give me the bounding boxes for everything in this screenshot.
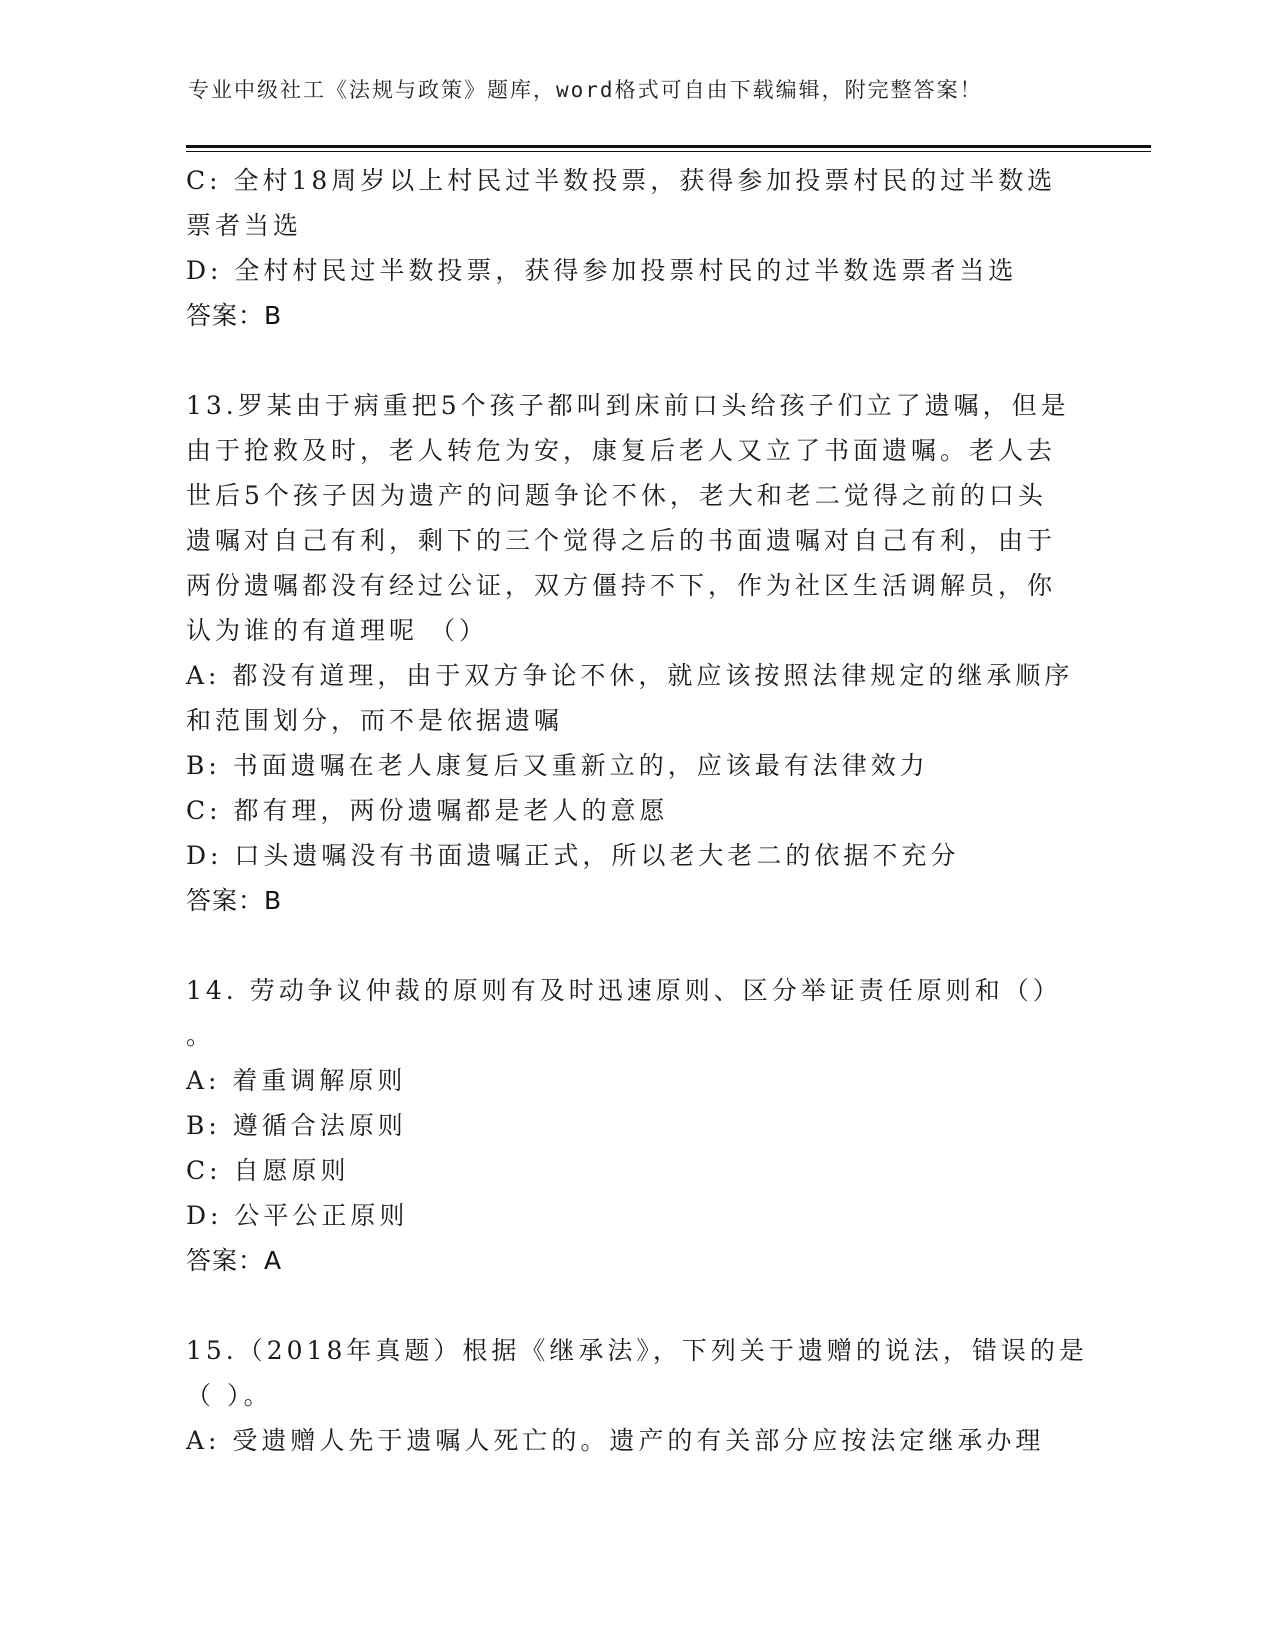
option-a-line-2: 和范围划分，而不是依据遗嘱 xyxy=(186,706,564,735)
option-c: C: 自愿原则 xyxy=(186,1156,350,1185)
option-b: B: 书面遗嘱在老人康复后又重新立的，应该最有法律效力 xyxy=(186,751,929,780)
header-divider xyxy=(186,145,1151,148)
question-stem-line: 13.罗某由于病重把5个孩子都叫到床前口头给孩子们立了遗嘱，但是 xyxy=(186,391,1070,420)
page-header: 专业中级社工《法规与政策》题库，word格式可自由下载编辑，附完整答案！ xyxy=(188,78,983,102)
option-c-line-1: C: 全村18周岁以上村民过半数投票，获得参加投票村民的过半数选 xyxy=(186,166,1057,195)
spacer xyxy=(186,1283,1086,1328)
question-stem-line: 认为谁的有道理呢 （） xyxy=(186,616,488,645)
option-a: A: 着重调解原则 xyxy=(186,1066,407,1095)
answer-line: 答案：A xyxy=(186,1246,283,1275)
answer-line: 答案：B xyxy=(186,886,283,915)
option-c-line-2: 票者当选 xyxy=(186,211,303,240)
spacer xyxy=(186,923,1086,968)
question-stem-line: 世后5个孩子因为遗产的问题争论不休，老大和老二觉得之前的口头 xyxy=(186,481,1047,510)
page-content xyxy=(186,158,1086,1463)
option-c: C: 都有理，两份遗嘱都是老人的意愿 xyxy=(186,796,669,825)
question-14 xyxy=(186,968,1086,1283)
question-stem-line: 遗嘱对自己有利，剩下的三个觉得之后的书面遗嘱对自己有利，由于 xyxy=(186,526,1057,555)
answer-line: 答案：B xyxy=(186,301,283,330)
question-stem-line: 。 xyxy=(186,1021,216,1050)
question-stem-line: 两份遗嘱都没有经过公证，双方僵持不下，作为社区生活调解员，你 xyxy=(186,571,1057,600)
option-d-line-1: D: 全村村民过半数投票，获得参加投票村民的过半数选票者当选 xyxy=(186,256,1018,285)
option-a-line-1: A: 都没有道理，由于双方争论不休，就应该按照法律规定的继承顺序 xyxy=(186,661,1074,690)
option-b: B: 遵循合法原则 xyxy=(186,1111,407,1140)
header-divider-thin xyxy=(186,151,1151,152)
question-12-continued xyxy=(186,158,1086,338)
question-15 xyxy=(186,1328,1086,1463)
option-d: D: 公平公正原则 xyxy=(186,1201,409,1230)
question-stem-line: 14. 劳动争议仲裁的原则有及时迅速原则、区分举证责任原则和（） xyxy=(186,976,1062,1005)
option-d: D: 口头遗嘱没有书面遗嘱正式，所以老大老二的依据不充分 xyxy=(186,841,960,870)
spacer xyxy=(186,338,1086,383)
question-stem-line: （ ）。 xyxy=(186,1381,273,1410)
question-13 xyxy=(186,383,1086,923)
question-stem-line: 由于抢救及时，老人转危为安，康复后老人又立了书面遗嘱。老人去 xyxy=(186,436,1057,465)
question-stem-line: 15.（2018年真题）根据《继承法》，下列关于遗赠的说法，错误的是 xyxy=(186,1336,1088,1365)
option-a: A: 受遗赠人先于遗嘱人死亡的。遗产的有关部分应按法定继承办理 xyxy=(186,1426,1045,1455)
